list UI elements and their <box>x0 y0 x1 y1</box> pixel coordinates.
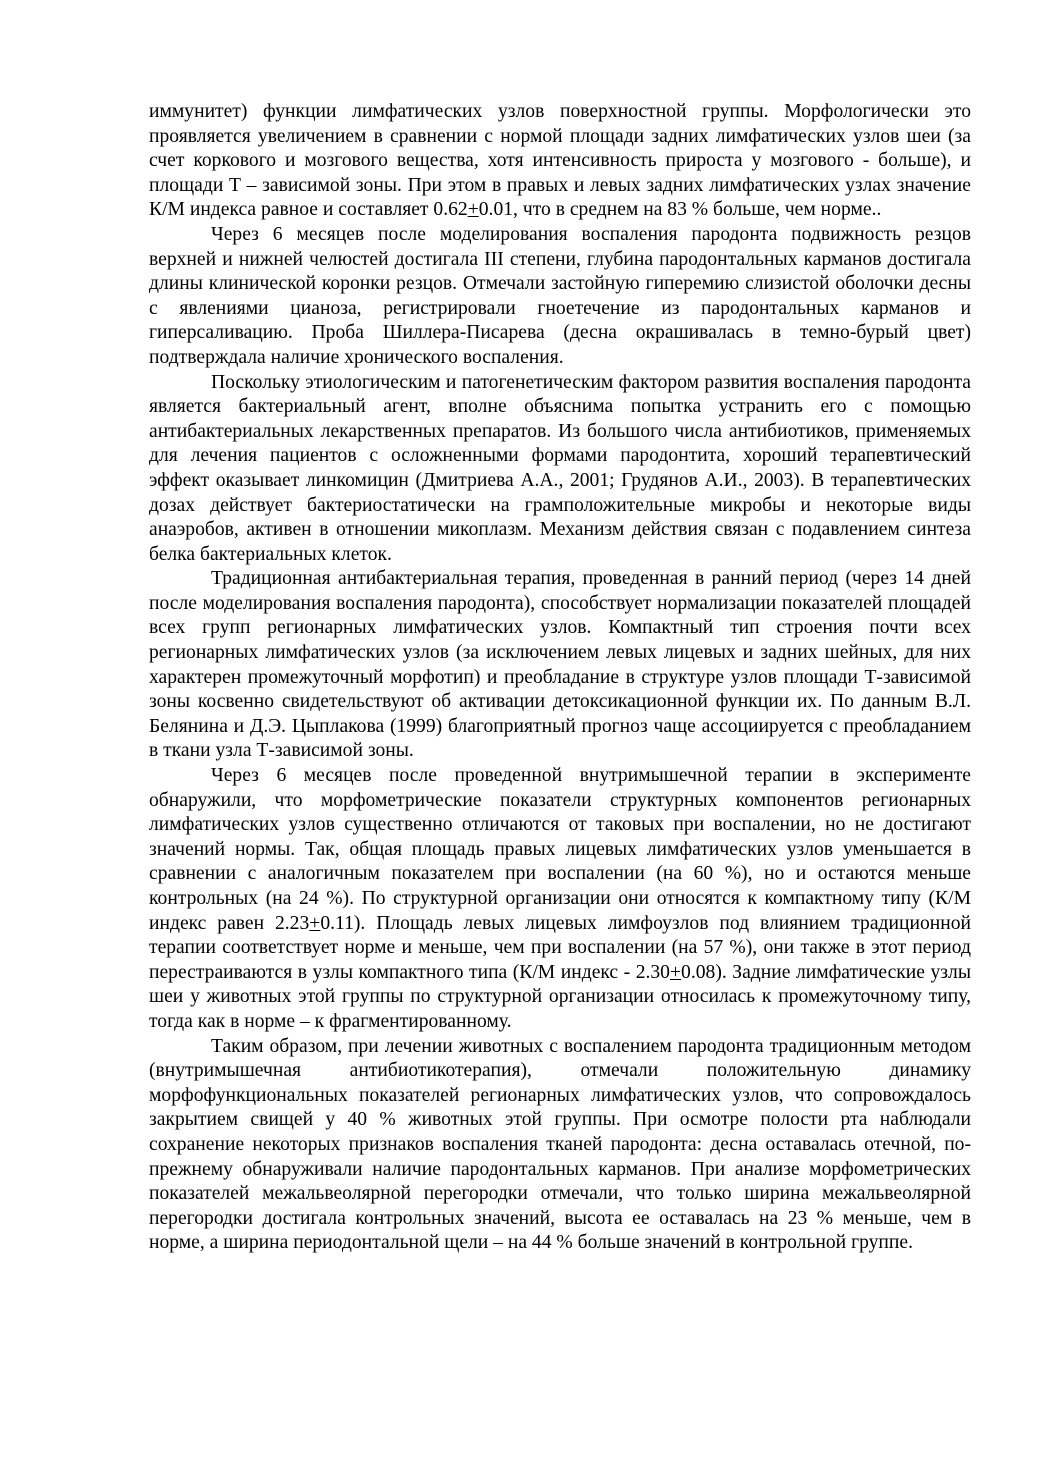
plus-minus-sign: + <box>669 961 682 983</box>
paragraph-text: Таким образом, при лечении животных с воспалением пародонта традиционным методом (внутримышечная антибиотикотерапия), отмечали положительную динамику морфофункциональных показателей регионарных лимфатических узлов, что сопровождалось закрытием свищей у 40 % животных этой группы. При осмотре полости рта наблюдали сохранение некоторых признаков воспаления тканей пародонта: десна оставалась отечной, по-прежнему обнаруживали наличие пародонтальных карманов. При анализе морфометрических показателей межальвеолярной перегородки отмечали, что только ширина межальвеолярной перегородки достигала контрольных значений, высота ее оставалась на 23 % меньше, чем в норме, а ширина периодонтальной щели – на 44 % больше значений в контрольной группе. <box>149 1035 971 1254</box>
paragraph-traditional-therapy <box>149 567 971 764</box>
paragraph-text: Через 6 месяцев после проведенной внутримышечной терапии в эксперименте обнаружили, что морфометрические показатели структурных компонентов регионарных лимфатических узлов существенно отличаются от таковых при воспалении, но не достигают значений нормы. Так, общая площадь правых лицевых лимфатических узлов уменьшается в сравнении с аналогичным показателем при воспалении (на 60 %), но и остаются меньше контрольных (на 24 %). По структурной организации они относятся к компактному типу (К/М индекс равен 2.23 <box>149 765 971 934</box>
plus-minus-sign: + <box>467 199 479 221</box>
paragraph-text: 0.11). Площадь левых лицевых лимфоузлов под влиянием традиционной терапии соответствует норме и меньше, чем при воспалении (на 57 %), они также в этот период перестраиваются в узлы компактного типа (К/М индекс - 2.30 <box>149 912 971 983</box>
paragraph-text: Традиционная антибактериальная терапия, проведенная в ранний период (через 14 дней после моделирования воспаления пародонта), способствует нормализации показателей площадей всех групп регионарных лимфатических узлов. Компактный тип строения почти всех регионарных лимфатических узлов (за исключением левых лицевых и задних шейных, для них характерен промежуточный морфотип) и преобладание в структуре узлов площади Т-зависимой зоны косвенно свидетельствуют об активации детоксикационной функции их. По данным В.Л. Белянина и Д.Э. Цыплакова (1999) благоприятный прогноз чаще ассоциируется с преобладанием в ткани узла Т-зависимой зоны. <box>149 568 971 762</box>
paragraph-text: Через 6 месяцев после моделирования воспаления пародонта подвижность резцов верхней и нижней челюстей достигала III степени, глубина пародонтальных карманов достигала длины клинической коронки резцов. Отмечали застойную гиперемию слизистой оболочки десны с явлениями цианоза, регистрировали гноетечение из пародонтальных карманов и гиперсаливацию. Проба Шиллера-Писарева (десна окрашивалась в темно-бурый цвет) подтверждала наличие хронического воспаления. <box>149 223 971 368</box>
paragraph-text: 0.01, что в среднем на 83 % больше, чем норме.. <box>478 199 882 221</box>
paragraph-text: иммунитет) функции лимфатических узлов поверхностной группы. Морфологически это проявляется увеличением в сравнении с нормой площади задних лимфатических узлов шеи (за счет коркового и мозгового вещества, хотя интенсивность прироста у мозгового - больше), и площади Т – зависимой зоны. При этом в правых и левых задних лимфатических узлах значение К/М индекса равное и составляет 0.62 <box>149 101 971 221</box>
paragraph-inflammation-six-months <box>149 223 971 371</box>
document-page <box>149 100 971 1256</box>
paragraph-lymph-node-morphology <box>149 100 971 223</box>
plus-minus-sign: + <box>309 912 321 934</box>
paragraph-conclusion <box>149 1035 971 1256</box>
paragraph-antibacterial-agents <box>149 371 971 568</box>
paragraph-text: 0.08). Задние лимфатические узлы шеи у животных этой группы по структурной организации относилась к промежуточному типу, тогда как в норме – к фрагментированному. <box>149 961 971 1032</box>
paragraph-intramuscular-therapy-results <box>149 764 971 1035</box>
paragraph-text: Поскольку этиологическим и патогенетическим фактором развития воспаления пародонта является бактериальный агент, вполне объяснима попытка устранить его с помощью антибактериальных лекарственных препаратов. Из большого числа антибиотиков, применяемых для лечения пациентов с осложненными формами пародонтита, хороший терапевтический эффект оказывает линкомицин (Дмитриева А.А., 2001; Грудянов А.И., 2003). В терапевтических дозах действует бактериостатически на грамположительные микробы и некоторые виды анаэробов, активен в отношении микоплазм. Механизм действия связан с подавлением синтеза белка бактериальных клеток. <box>149 371 971 565</box>
